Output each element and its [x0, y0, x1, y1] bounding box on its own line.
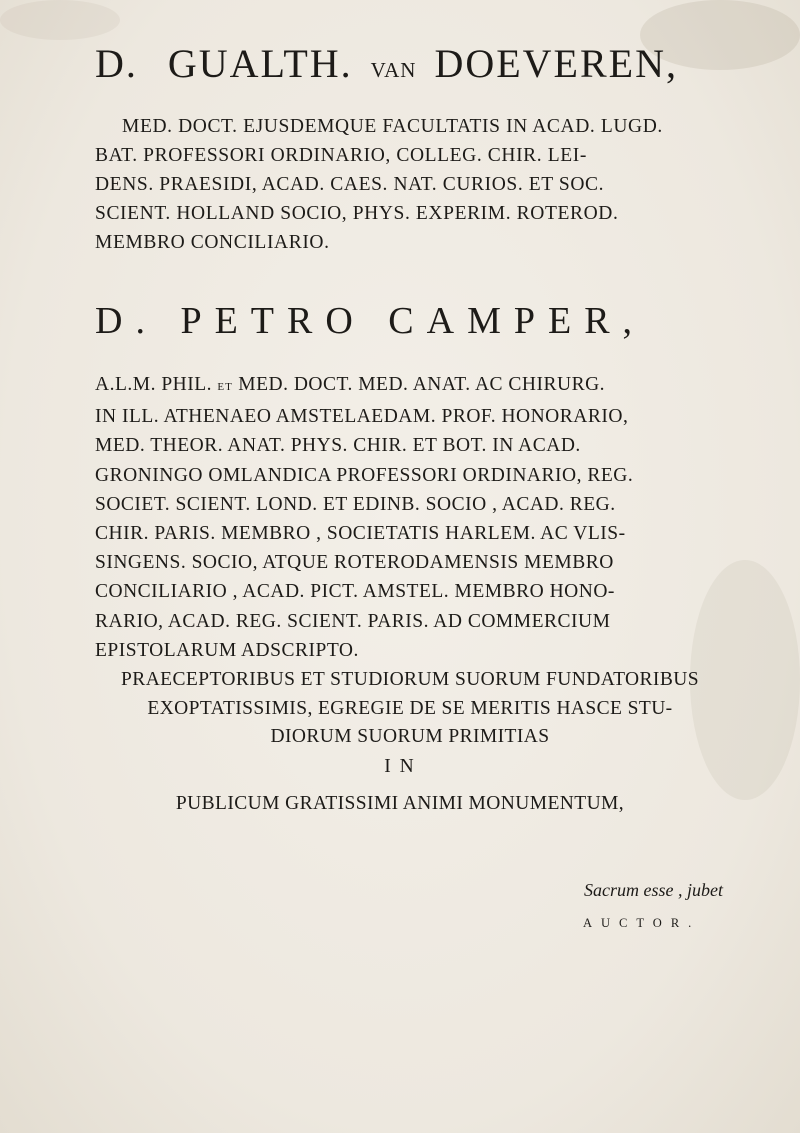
title-line: IN ILL. ATHENAEO AMSTELAEDAM. PROF. HONORARIO,	[95, 406, 629, 428]
dedication-line: DIORUM SUORUM PRIMITIAS	[270, 726, 550, 747]
in-word: I N	[384, 756, 416, 777]
surname-part: DOEVEREN,	[434, 41, 678, 86]
auctor-signature: AUCTOR.	[583, 916, 701, 930]
title-line: SINGENS. SOCIO, ATQUE ROTERODAMENSIS MEMBRO	[95, 552, 614, 574]
title-line: MED. THEOR. ANAT. PHYS. CHIR. ET BOT. IN ACAD.	[95, 435, 581, 457]
initial: D.	[95, 41, 138, 86]
title-line: BAT. PROFESSORI ORDINARIO, COLLEG. CHIR. LEI-	[95, 145, 587, 166]
title-line	[95, 370, 792, 402]
title-line: EPISTOLARUM ADSCRIPTO.	[95, 639, 359, 661]
sacrum-line: Sacrum esse , jubet	[584, 880, 723, 900]
title-line: RARIO, ACAD. REG. SCIENT. PARIS. AD COMMERCIUM	[95, 610, 611, 632]
dedication-text	[20, 666, 800, 752]
title-line: SOCIET. SCIENT. LOND. ET EDINB. SOCIO , ACAD. REG.	[95, 493, 616, 515]
monumentum-line: PUBLICUM GRATISSIMI ANIMI MONUMENTUM,	[175, 793, 625, 814]
dedicatee-name-doeveren	[95, 40, 795, 87]
title-line: DENS. PRAESIDI, ACAD. CAES. NAT. CURIOS. ET SOC.	[95, 174, 605, 195]
dedicatee-name-camper: D. PETRO CAMPER,	[95, 300, 646, 342]
title-line: MED. DOCT. EJUSDEMQUE FACULTATIS IN ACAD. LUGD.	[122, 116, 663, 137]
paper-stain	[0, 0, 120, 40]
surname-part: GUALTH.	[167, 41, 353, 86]
title-line: MEMBRO CONCILIARIO.	[95, 232, 330, 253]
title-fragment: A.L.M. PHIL.	[95, 374, 213, 395]
title-line: CONCILIARIO , ACAD. PICT. AMSTEL. MEMBRO HONO-	[95, 581, 615, 603]
dedication-line: EXOPTATISSIMIS, EGREGIE DE SE MERITIS HASCE STU-	[147, 697, 673, 719]
title-fragment: MED. DOCT. MED. ANAT. AC CHIRURG.	[238, 374, 606, 395]
van-particle: VAN	[370, 58, 417, 82]
title-line: SCIENT. HOLLAND SOCIO, PHYS. EXPERIM. ROTEROD.	[95, 203, 619, 224]
titles-doeveren	[95, 112, 792, 257]
title-line: GRONINGO OMLANDICA PROFESSORI ORDINARIO, REG.	[95, 464, 634, 486]
dedication-line: PRAECEPTORIBUS ET STUDIORUM SUORUM FUNDATORIBUS	[121, 669, 699, 690]
title-line: CHIR. PARIS. MEMBRO , SOCIETATIS HARLEM. AC VLIS-	[95, 523, 626, 545]
titles-camper	[95, 370, 792, 665]
et-small-caps: ET	[217, 381, 233, 393]
